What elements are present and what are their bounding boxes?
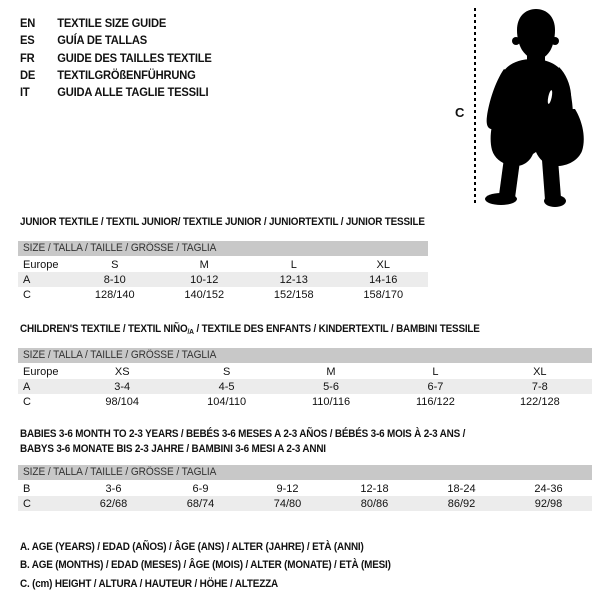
junior-size-table xyxy=(18,241,428,302)
size-cell: XL xyxy=(376,258,390,271)
size-cell: M xyxy=(326,365,336,378)
height-cell: 74/80 xyxy=(273,497,302,510)
age-cell: 7-8 xyxy=(531,380,548,393)
height-measure-label: C xyxy=(455,105,465,120)
table-row-europe xyxy=(18,364,592,379)
size-header-label: SIZE / TALLA / TAILLE / GRÖSSE / TAGLIA xyxy=(23,349,217,361)
table-row-height xyxy=(18,496,592,511)
size-header-label: SIZE / TALLA / TAILLE / GRÖSSE / TAGLIA xyxy=(23,242,217,254)
row-label: C xyxy=(23,395,31,408)
lang-text: GUIDE DES TAILLES TEXTILE xyxy=(57,50,212,65)
baby-silhouette-icon xyxy=(483,8,589,208)
height-cell: 122/128 xyxy=(519,395,560,408)
row-label: B xyxy=(23,482,31,495)
age-cell: 12-13 xyxy=(279,273,308,286)
age-cell: 4-5 xyxy=(218,380,235,393)
height-cell: 128/140 xyxy=(94,288,135,301)
lang-text: GUÍA DE TALLAS xyxy=(57,33,147,48)
lang-row-it xyxy=(20,84,212,101)
height-cell: 110/116 xyxy=(311,395,351,408)
table-row-age xyxy=(18,272,428,287)
size-cell: L xyxy=(290,258,297,271)
babies-table-title xyxy=(20,427,465,456)
height-dashed-line xyxy=(474,8,476,206)
table-row-height xyxy=(18,394,592,409)
children-title-subscript: /A xyxy=(187,327,194,336)
children-title-prefix: CHILDREN'S TEXTILE / TEXTIL NIÑO xyxy=(20,323,188,335)
age-cell: 3-4 xyxy=(114,380,131,393)
months-cell: 18-24 xyxy=(447,482,476,495)
row-label: Europe xyxy=(23,365,59,378)
lang-row-fr xyxy=(20,50,212,67)
size-cell: S xyxy=(222,365,231,378)
lang-row-es xyxy=(20,32,212,49)
footnote-a: A. AGE (YEARS) / EDAD (AÑOS) / ÂGE (ANS) / ALTER (JAHRE) / ETÀ (ANNI) xyxy=(20,541,364,553)
months-cell: 3-6 xyxy=(105,482,122,495)
children-title-suffix: / TEXTILE DES ENFANTS / KINDERTEXTIL / BAMBINI TESSILE xyxy=(193,323,480,335)
footnotes xyxy=(20,538,432,593)
lang-row-en xyxy=(20,15,212,32)
language-legend xyxy=(20,15,226,101)
height-cell: 116/122 xyxy=(415,395,455,408)
height-cell: 152/158 xyxy=(273,288,314,301)
height-cell: 104/110 xyxy=(207,395,247,408)
lang-code: IT xyxy=(20,85,30,100)
children-table-title xyxy=(20,322,480,340)
height-cell: 140/152 xyxy=(184,288,225,301)
row-label: Europe xyxy=(23,258,59,271)
footnote-b: B. AGE (MONTHS) / EDAD (MESES) / ÂGE (MOIS) / ALTER (MONATE) / ETÀ (MESI) xyxy=(20,559,391,572)
size-header-bar xyxy=(18,465,592,480)
months-cell: 24-36 xyxy=(534,482,563,495)
row-label: C xyxy=(23,288,31,301)
size-cell: L xyxy=(432,365,439,378)
table-row-months xyxy=(18,481,592,496)
row-label: C xyxy=(23,497,31,510)
babies-size-table xyxy=(18,465,592,511)
size-header-bar xyxy=(18,348,592,363)
age-cell: 14-16 xyxy=(369,273,398,286)
size-cell: XS xyxy=(114,365,130,378)
age-cell: 6-7 xyxy=(427,380,444,393)
lang-text: TEXTILE SIZE GUIDE xyxy=(57,16,167,30)
size-cell: XL xyxy=(533,365,547,378)
lang-code: ES xyxy=(20,33,35,48)
lang-code: DE xyxy=(20,67,36,82)
age-cell: 8-10 xyxy=(103,273,126,286)
lang-row-de xyxy=(20,67,212,84)
children-size-table xyxy=(18,348,592,409)
height-cell: 158/170 xyxy=(363,288,404,301)
size-cell: M xyxy=(199,258,209,271)
age-cell: 10-12 xyxy=(190,273,219,286)
height-cell: 62/68 xyxy=(99,497,128,510)
lang-text: GUIDA ALLE TAGLIE TESSILI xyxy=(57,85,209,100)
height-cell: 86/92 xyxy=(447,497,476,510)
row-label: A xyxy=(23,273,31,286)
footnote-c: C. (cm) HEIGHT / ALTURA / HAUTEUR / HÖHE / ALTEZZA xyxy=(20,577,278,590)
size-cell: S xyxy=(111,258,119,271)
size-header-label: SIZE / TALLA / TAILLE / GRÖSSE / TAGLIA xyxy=(23,466,217,478)
table-row-europe xyxy=(18,257,428,272)
row-label: A xyxy=(23,380,31,393)
lang-text: TEXTILGRÖßENFÜHRUNG xyxy=(57,67,196,82)
age-cell: 5-6 xyxy=(323,380,339,393)
lang-code: EN xyxy=(20,16,36,30)
table-row-age xyxy=(18,379,592,394)
months-cell: 12-18 xyxy=(360,482,389,495)
size-header-bar xyxy=(18,241,428,256)
babies-title-line1: BABIES 3-6 MONTH TO 2-3 YEARS / BEBÉS 3-6 MESES A 2-3 AÑOS / BÉBÉS 3-6 MOIS À 2-3 ANS / xyxy=(20,428,466,440)
height-cell: 98/104 xyxy=(105,395,140,408)
junior-table-title: JUNIOR TEXTILE / TEXTIL JUNIOR/ TEXTILE JUNIOR / JUNIORTEXTIL / JUNIOR TESSILE xyxy=(20,216,425,228)
babies-title-line2: BABYS 3-6 MONATE BIS 2-3 JAHRE / BAMBINI 3-6 MESI A 2-3 ANNI xyxy=(20,442,326,455)
months-cell: 9-12 xyxy=(276,482,299,495)
height-cell: 68/74 xyxy=(186,497,215,510)
table-row-height xyxy=(18,287,428,302)
height-cell: 92/98 xyxy=(534,497,563,510)
lang-code: FR xyxy=(20,50,35,65)
height-cell: 80/86 xyxy=(360,497,389,510)
months-cell: 6-9 xyxy=(192,482,209,495)
